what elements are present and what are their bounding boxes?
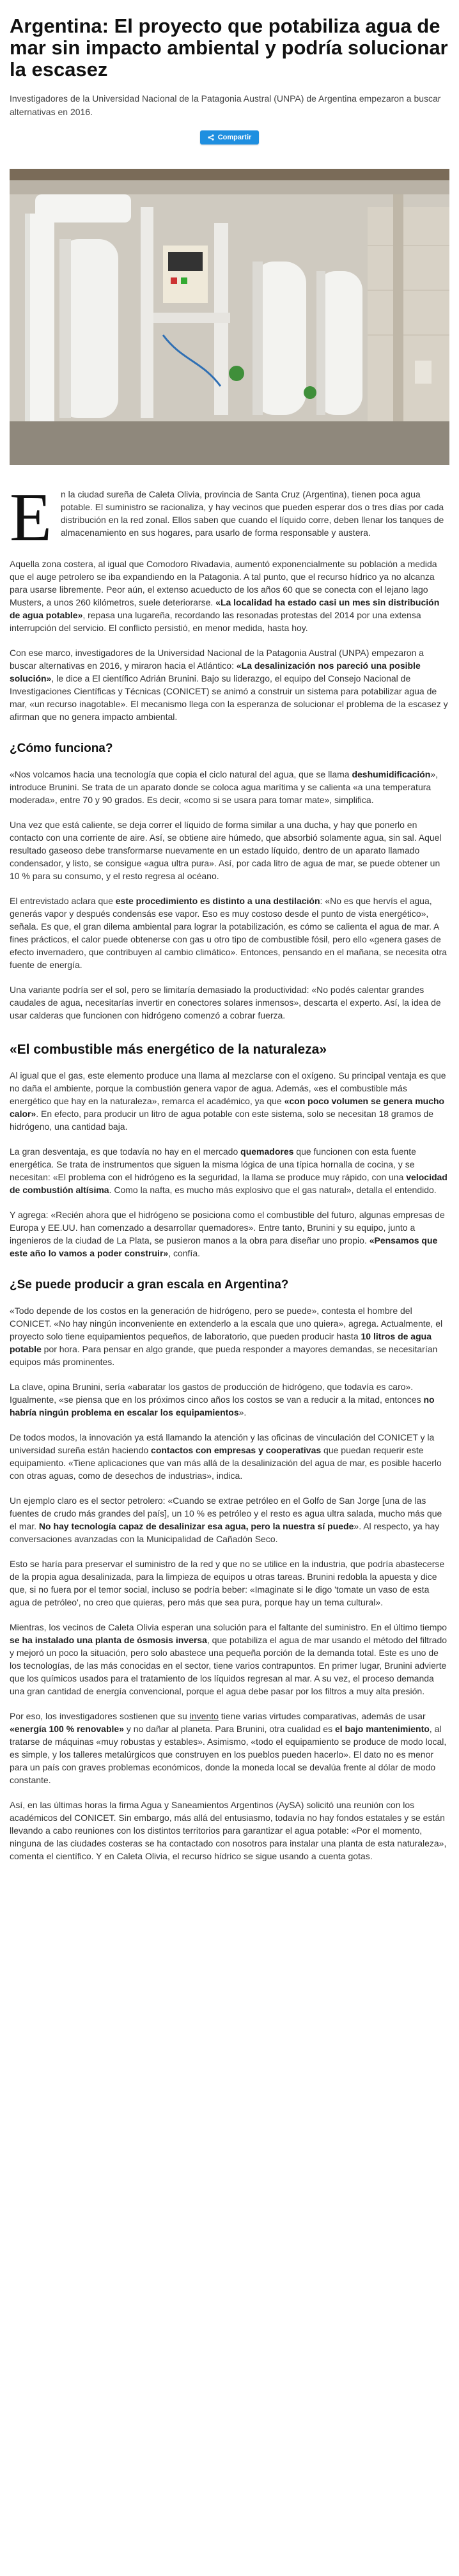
p3-bold: «La desalinización nos pareció una posible solución» [10, 660, 421, 683]
paragraph-10 [10, 1208, 449, 1260]
p14-bold: No hay tecnología capaz de desalinizar esa agua, pero la nuestra sí puede [38, 1521, 354, 1531]
p16-bold: se ha instalado una planta de ósmosis inversa [10, 1635, 207, 1645]
hero-image [10, 169, 449, 465]
p8-bold: «con poco volumen se genera mucho calor» [10, 1096, 445, 1119]
p17-bold-1: «energía 100 % renovable» [10, 1724, 124, 1734]
p13-bold: contactos con empresas y cooperativas [151, 1445, 322, 1455]
paragraph-15: Esto se haría para preservar el suministro de la red y que no se utilice en la industria, que podría abastecerse de la propia agua desalinizada, para la limpieza de equipos u otras tareas. Brunini redobla la apuesta y dice que, si no fuera por el temor social, incluso se podría beber: «Imaginate si le digo 'tomate un vaso de esta agua de petróleo', no creo que quieras, pero más que sea pura, porque hay un tema cultural». [10, 1559, 445, 1607]
p13-text-a: De todos modos, la innovación ya está llamando la atención y las oficinas de vinculación del CONICET y la universidad sureña están haciendo [10, 1432, 435, 1455]
heading-combustible: «El combustible más energético de la naturaleza» [10, 1042, 327, 1057]
invento-link[interactable]: invento [189, 1711, 219, 1721]
intro-text: n la ciudad sureña de Caleta Olivia, provincia de Santa Cruz (Argentina), tienen poca agua potable. El suministro se racionaliza, y hay vecinos que pueden esperar dos o tres días por cada distribución en la red zonal. Ellos saben que cuando el líquido corre, deben llenar los tanques de almacenamiento en sus hogares, para usarlo de forma responsable y austera. [60, 489, 444, 538]
paragraph-5: Una vez que está caliente, se deja correr el líquido de forma similar a una ducha, y hay que ponerlo en contacto con una corriente de aire. Así, se obtiene aire húmedo, que absorbió solamente agua, sin sal. Aquel resultado gaseoso debe transformarse nuevamente en un estado líquido, dentro de un aparato llamado condensador, y listo, se consigue «agua ultra pura». Así, por cada litro de agua de mar, se puede obtener un 10 % para su consumo, y el resto regresa al océano. [10, 820, 442, 881]
p12-text-a: La clave, opina Brunini, sería «abaratar los gastos de producción de hidrógeno, que todavía es caro». Igualmente, «se piensa que en los próximos cinco años los costos se van a reducir a la mitad, entonces [10, 1382, 424, 1405]
p14-text-c: ». Al respecto, ya hay conversaciones avanzadas con la Municipalidad de Cañadón Seco. [10, 1521, 440, 1544]
p17-text-e: y no dañar al planeta. Para Brunini, otra cualidad es [124, 1724, 335, 1734]
p4-text-c: », introduce Brunini. Se trata de un aparato donde se coloca agua marítima y se calienta «a una temperatura moderada», entre 70 y 90 grados. Es decir, «como si se usara para tomar mate», simplifica. [10, 769, 439, 805]
paragraph-16 [10, 1621, 449, 1698]
p11-bold: 10 litros de agua potable [10, 1331, 432, 1354]
paragraph-3 [10, 646, 449, 723]
paragraph-11 [10, 1304, 449, 1368]
paragraph-13 [10, 1431, 449, 1482]
p6-bold: este procedimiento es distinto a una destilación [115, 896, 320, 906]
share-label: Compartir [217, 134, 252, 141]
article-title: Argentina: El proyecto que potabiliza agua de mar sin impacto ambiental y podría solucionar la escasez [10, 15, 448, 81]
p17-text-a: Por eso, los investigadores sostienen que su [10, 1711, 190, 1721]
p9-text-c: que funcionen con esta fuente energética. Se trata de instrumentos que siguen la misma lógica de una típica hornalla de cocina, y se necesitan: «El problema con el hidrógeno es la seguridad, la llama se produce muy rápido, con una [10, 1146, 416, 1182]
p4-bold: deshumidificación [352, 769, 431, 779]
p2-bold: «La localidad ha estado casi un mes sin distribución de agua potable» [10, 597, 440, 620]
p10-bold: «Pensamos que este año lo vamos a poder construir» [10, 1235, 438, 1258]
p10-text-c: , confía. [168, 1248, 200, 1258]
p3-text-a: Con ese marco, investigadores de la Universidad Nacional de la Patagonia Austral (UNPA) empezaron a buscar alternativas en 2016, y miraron hacia el Atlántico: [10, 648, 424, 671]
p8-text-c: . En efecto, para producir un litro de agua potable con este sistema, solo se necesitan 18 gramos de hidrógeno, una cantidad baja. [10, 1109, 434, 1132]
p12-text-c: ». [238, 1407, 247, 1417]
p10-text-a: Y agrega: «Recién ahora que el hidrógeno se posiciona como el combustible del futuro, algunas empresas de Europa y EE.UU. han comenzado a desarrollar quemadores». Entre tanto, Brunini y su equipo, junto a ingenieros de la ciudad de La Plata, se pusieron manos a la obra para diseñar uno propio. [10, 1210, 445, 1245]
p3-text-c: , le dice a El científico Adrián Brunini. Bajo su liderazgo, el equipo del Consejo Nacional de Investigaciones Científicas y Técnicas (CONICET) se animó a construir un sistema para potabilizar agua de mar, «un recurso inagotable». El mecanismo llega con la esperanza de solucionar el problema de la escasez y afirman que no genera impacto ambiental. [10, 673, 448, 722]
p4-text-a: «Nos volcamos hacia una tecnología que copia el ciclo natural del agua, que se llama [10, 769, 352, 779]
p17-text-c: tiene varias virtudes comparativas, además de usar [218, 1711, 426, 1721]
share-button[interactable] [200, 130, 260, 144]
p17-text-g: , al tratarse de máquinas «muy robustas y estables». Asimismo, «todo el equipamiento se produce de modo local, es simple, y los talleres metalúrgicos que construyen en los pueblos pueden hacerlo». El dato no es menor para un país con graves problemas económicos, donde la moneda local se devalúa frente al dólar de modo constante. [10, 1724, 447, 1785]
p2-text-a: Aquella zona costera, al igual que Comodoro Rivadavia, aumentó exponencialmente su población a medida que el auge petrolero se iba expandiendo en la Patagonia. A tal punto, que el recurso hídrico ya no alcanza para usarse libremente. Peor aún, el extenso acueducto de los años 60 que se conecta con el lejano lago Musters, a unos 260 kilómetros, suele deteriorarse. [10, 559, 437, 607]
paragraph-7: Una variante podría ser el sol, pero se limitaría demasiado la productividad: «No podés calentar grandes caudales de agua, necesitarías invertir en conectores solares inmensos», descarta el experto. Así, la idea de usar calderas que funcionen con hidrógeno comenzó a cobrar fuerza. [10, 985, 441, 1020]
p16-text-a: Mientras, los vecinos de Caleta Olivia esperan una solución para el faltante del suministro. En el último tiempo [10, 1622, 447, 1632]
share-icon [208, 134, 214, 141]
p13-text-c: que puedan requerir este equipamiento. «Tiene aplicaciones que van más allá de la desalinización del agua de mar, es posible hacerlo con otras aguas, como de desechos de industrias», indica. [10, 1445, 442, 1481]
heading-gran-escala: ¿Se puede producir a gran escala en Argentina? [10, 1278, 289, 1292]
p17-bold-2: el bajo mantenimiento [334, 1724, 430, 1734]
p16-text-c: , que potabiliza el agua de mar usando el método del filtrado y mejoró un poco la situación, pero solo abastece una pequeña porción de la demanda total. Este es uno de los tecnologías, de las más conocidas en el sector, tiene varios contrapuntos. En primer lugar, Brunini advierte que los químicos usados para el tratamiento de los líquidos regresan al mar. A su vez, el proceso demanda una gran cantidad de energía convencional, porque el agua debe pasar por los filtros a muy alta presión. [10, 1635, 447, 1696]
paragraph-9 [10, 1145, 449, 1196]
p2-text-c: , repasa una lugareña, recordando las resonadas protestas del 2014 por una extensa interrupción del servicio. El conflicto persistió, en menor medida, hasta hoy. [10, 610, 421, 633]
paragraph-8 [10, 1069, 449, 1133]
paragraph-2 [10, 558, 449, 634]
paragraph-12 [10, 1380, 449, 1419]
article-subtitle: Investigadores de la Universidad Nacional de la Patagonia Austral (UNPA) de Argentina empezaron a buscar alternativas en 2016. [10, 93, 441, 117]
p6-text-a: El entrevistado aclara que [10, 896, 116, 906]
paragraph-14 [10, 1494, 449, 1545]
p9-bold-2: velocidad de combustión altísima [10, 1172, 447, 1195]
article-body [10, 488, 449, 1862]
p9-bold-1: quemadores [240, 1146, 294, 1157]
share-bar [10, 130, 449, 144]
p6-text-c: : «No es que hervís el agua, generás vapor y después condensás ese vapor. Eso es muy costoso desde el punto de vista energético», señala. Es que, el gran dilema ambiental para lograr la potabilización, es cómo se calienta el agua de mar. A fines prácticos, el calor puede obtenerse con gas u otro tipo de combustible fósil, pero ello «genera gases de efecto invernadero, que contribuyen al cambio climático». Entonces, pensando en el mañana, se necesita otra fuente de energía. [10, 896, 447, 970]
p11-text-c: por hora. Para pensar en algo grande, que pueda responder a mayores demandas, se necesitarían equipos más prominentes. [10, 1344, 438, 1367]
p8-text-a: Al igual que el gas, este elemento produce una llama al mezclarse con el oxígeno. Su principal ventaja es que no daña el ambiente, porque la combustión genera vapor de agua. Además, «es el combustible más energético que hay en la naturaleza», remarca el académico, ya que [10, 1070, 446, 1106]
p12-bold: no habría ningún problema en escalar los equipamientos [10, 1394, 435, 1417]
p14-text-a: Un ejemplo claro es el sector petrolero: «Cuando se extrae petróleo en el Golfo de San Jorge [una de las fuentes de crudo más grandes del país], un 10 % es petróleo y el resto es agua ultra salada, mucho más que el mar. [10, 1495, 442, 1531]
paragraph-6 [10, 894, 449, 971]
paragraph-4 [10, 768, 449, 806]
heading-como-funciona: ¿Cómo funciona? [10, 742, 113, 755]
p9-text-e: . Como la nafta, es mucho más explosivo que el gas natural», detalla el entendido. [109, 1185, 437, 1195]
p11-text-a: «Todo depende de los costos en la generación de hidrógeno, pero se puede», contesta el hombre del CONICET. «No hay ningún inconveniente en extenderlo a la escala que uno quiera», agrega. Actualmente, el proyecto solo tiene equipamientos pequeños, de laboratorio, que pueden producir hasta [10, 1306, 443, 1341]
paragraph-17 [10, 1710, 449, 1786]
lab-equipment-image [10, 169, 449, 465]
paragraph-18: Así, en las últimas horas la firma Agua y Saneamientos Argentinos (AySA) solicitó una reunión con los académicos del CONICET. Sin embargo, más allá del entusiasmo, todavía no hay fondos estatales y se están llevando a cabo reuniones con los distintos territorios para garantizar el agua potable: «Por el momento, ninguna de las ciudades costeras se ha contactado con nosotros para instalar una planta de esta naturaleza», comenta el científico. Y en Caleta Olivia, el recurso hídrico se sigue usando a cuenta gotas. [10, 1800, 447, 1861]
dropcap-letter: E [10, 488, 52, 545]
p9-text-a: La gran desventaja, es que todavía no hay en el mercado [10, 1146, 241, 1157]
intro-paragraph [10, 488, 449, 545]
